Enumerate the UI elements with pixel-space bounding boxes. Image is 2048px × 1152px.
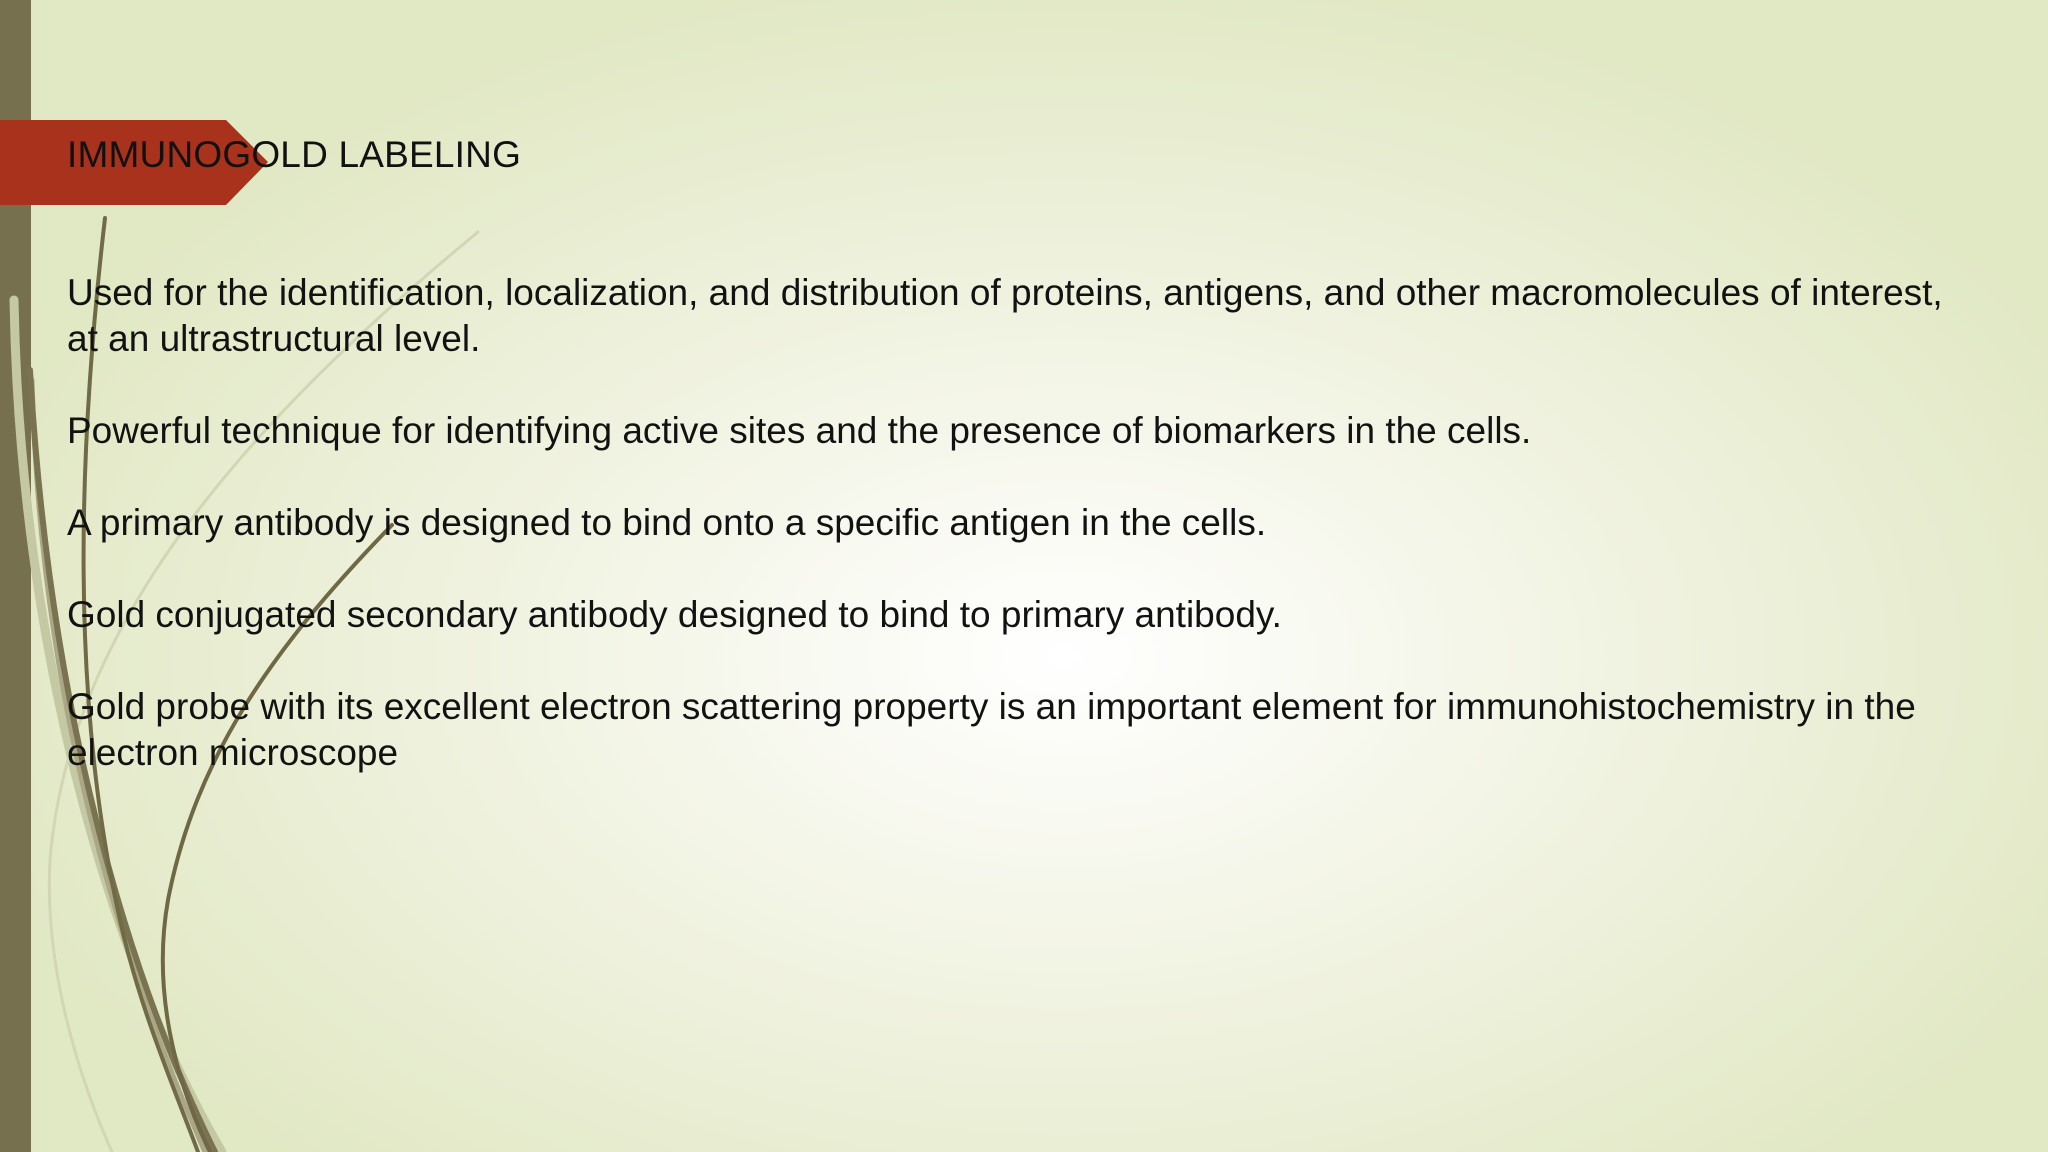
bullet-item: Powerful technique for identifying active sites and the presence of biomarkers in the cells. xyxy=(67,410,1532,451)
bullet-item: A primary antibody is designed to bind onto a specific antigen in the cells. xyxy=(67,502,1267,543)
bullet-item: Gold probe with its excellent electron scattering property is an important element for immunohistochemistry in the electron microscope xyxy=(67,686,1916,773)
bullet-list xyxy=(67,270,1967,822)
slide-title: IMMUNOGOLD LABELING xyxy=(67,134,522,175)
bullet-item: Gold conjugated secondary antibody designed to bind to primary antibody. xyxy=(67,594,1282,635)
bullet-item: Used for the identification, localization, and distribution of proteins, antigens, and other macromolecules of interest, at an ultrastructural level. xyxy=(67,272,1943,359)
